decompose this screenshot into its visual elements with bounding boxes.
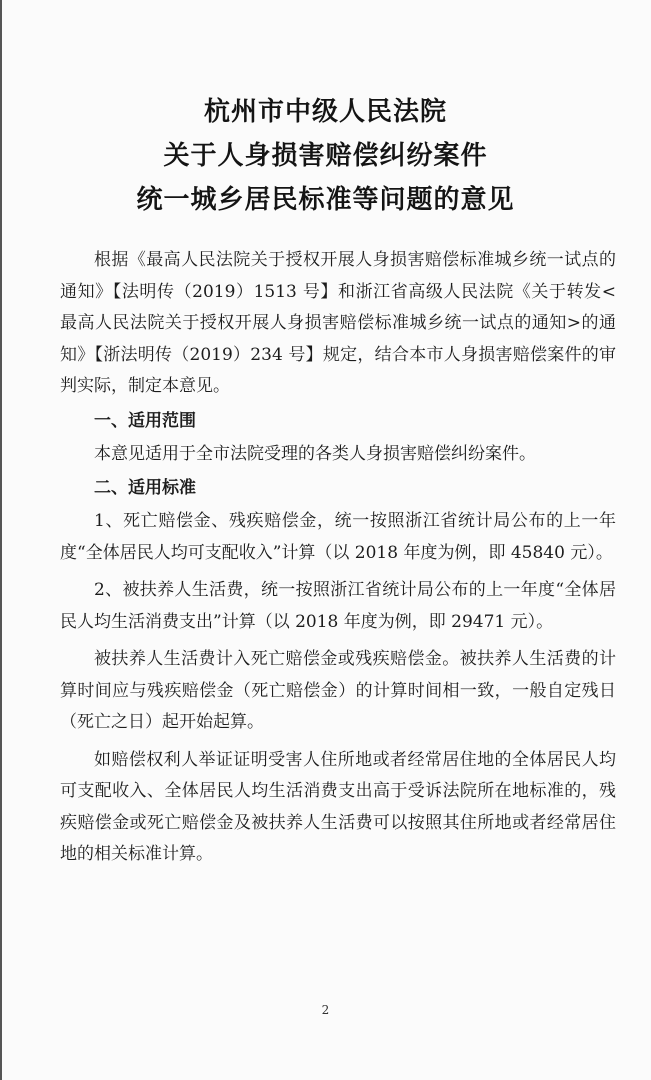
title-line-1: 杭州市中级人民法院 xyxy=(203,97,447,127)
item-2-paragraph: 2、被扶养人生活费，统一按照浙江省统计局公布的上一年度“全体居民人均生活消费支出”计算（以 2018 年度为例，即 29471 元）。 xyxy=(60,580,616,632)
title-line-2: 关于人身损害赔偿纠纷案件 xyxy=(163,141,488,171)
item-2-paragraph-3: 如赔偿权利人举证证明受害人住所地或者经常居住地的全体居民人均可支配收入、全体居民人均生活消费支出高于受诉法院所在地标准的，残疾赔偿金或死亡赔偿金及被扶养人生活费可以按照其住所地或者经常居住地的相关标准计算。 xyxy=(60,749,616,864)
title-line-3: 统一城乡居民标准等问题的意见 xyxy=(136,185,515,215)
section-1-heading: 一、适用范围 xyxy=(94,410,196,431)
document-title xyxy=(0,90,651,222)
item-2-paragraph-2: 被扶养人生活费计入死亡赔偿金或残疾赔偿金。被扶养人生活费的计算时间应与残疾赔偿金（死亡赔偿金）的计算时间相一致，一般自定残日（死亡之日）起开始起算。 xyxy=(60,649,616,732)
page-number: 2 xyxy=(321,1003,330,1017)
section-1-text: 本意见适用于全市法院受理的各类人身损害赔偿纠纷案件。 xyxy=(94,443,536,464)
section-2-heading: 二、适用标准 xyxy=(94,478,196,498)
item-1-paragraph: 1、死亡赔偿金、残疾赔偿金，统一按照浙江省统计局公布的上一年度“全体居民人均可支配收入”计算（以 2018 年度为例，即 45840 元）。 xyxy=(60,511,616,563)
intro-paragraph: 根据《最高人民法院关于授权开展人身损害赔偿标准城乡统一试点的通知》【法明传（2019）1513 号】和浙江省高级人民法院《关于转发<最高人民法院关于授权开展人身损害赔偿标准城乡统一试点的通知>的通知》【浙法明传（2019）234 号】规定，结合本市人身损害赔偿案件的审判实际，制定本意见。 xyxy=(60,250,616,396)
document-body xyxy=(60,245,616,871)
